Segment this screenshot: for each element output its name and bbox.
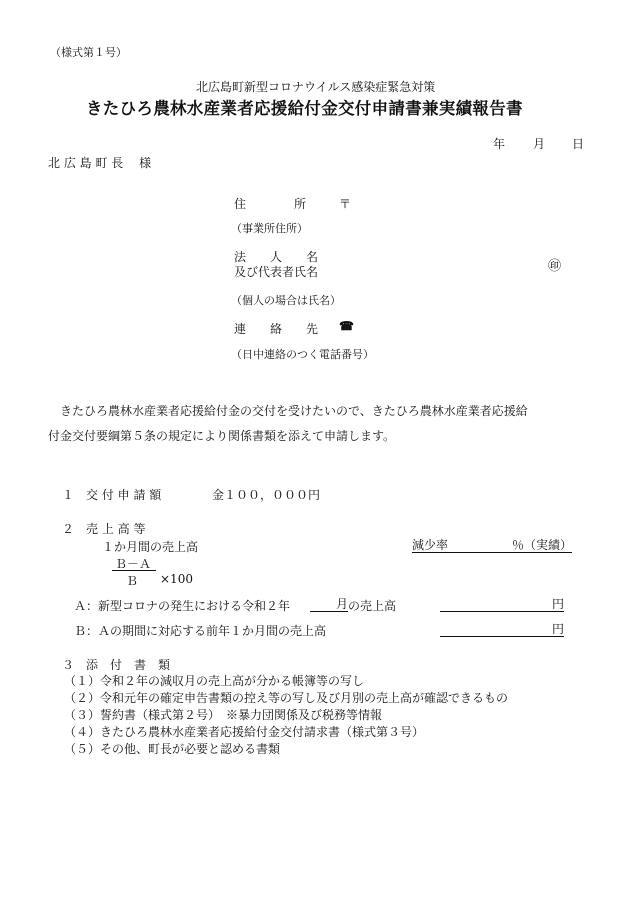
section3-label: ３ 添 付 書 類 [62,658,171,672]
attachment-item: （５）その他、町長が必要と認める書類 [64,742,281,756]
phone-icon: ☎ [339,319,354,333]
item-b-yen: 円 [552,622,565,636]
reduction-rate-label: 減少率 [412,538,449,552]
phone-note: （日中連絡のつく電話番号） [231,348,374,361]
item-b-label: Ｂ：Ａの期間に対応する前年１か月間の売上高 [74,624,327,638]
address-label: 住 所 [234,197,307,211]
date-month: 月 [533,137,546,151]
address-note: （事業所住所） [231,222,308,235]
reduction-rate-suffix: ％（実績） [512,538,573,552]
corporation-label: 法 人 名 [234,250,319,264]
date-year: 年 [493,137,506,151]
date-day: 日 [572,137,585,151]
formula-numerator: Ｂ－Ａ [115,557,152,571]
formula-fraction-bar [112,570,156,571]
seal-mark: ㊞ [548,259,562,274]
representative-label: 及び代表者氏名 [234,265,319,279]
section1-label: １ 交 付 申 請 額 [62,488,162,502]
postal-mark: 〒 [339,197,352,211]
form-number: （様式第１号） [50,46,127,59]
body-text-line-2: 付金交付要綱第５条の規定により関係書類を添えて申請します。 [48,429,396,443]
formula-multiplier: ×100 [160,572,193,586]
item-a-month: 月 [336,597,349,611]
attachment-item: （１）令和２年の減収月の売上高が分かる帳簿等の写し [64,674,365,688]
attachment-item: （３）誓約書（様式第２号） ※暴力団関係及び税務等情報 [64,708,383,722]
individual-note: （個人の場合は氏名） [231,294,341,307]
item-a-suffix: の売上高 [348,599,397,613]
item-a-yen: 円 [552,597,565,611]
item-a-prefix: Ａ：新型コロナの発生における令和２年 [74,599,291,613]
document-subtitle: 北広島町新型コロナウイルス感染症緊急対策 [196,80,436,94]
formula-denominator: Ｂ [126,574,139,588]
reduction-rate-blank [448,538,512,553]
item-a-amount-blank [440,597,552,612]
attachment-item: （２）令和元年の確定申告書類の控え等の写し及び月別の売上高が確認できるもの [64,691,509,705]
contact-label: 連 絡 先 [234,322,319,336]
addressee: 北 広 島 町 長 様 [48,156,152,170]
application-amount: 金１００，０００円 [212,488,321,502]
document-title: きたひろ農林水産業者応援給付金交付申請書兼実績報告書 [86,99,523,118]
monthly-sales-label: １か月間の売上高 [102,540,199,554]
body-text-line-1: きたひろ農林水産業者応援給付金の交付を受けたいので、きたひろ農林水産業者応援給 [48,404,528,418]
item-a-month-blank [310,597,336,612]
item-b-amount-blank [440,622,552,637]
attachment-item: （４）きたひろ農林水産業者応援給付金交付請求書（様式第３号） [64,725,425,739]
section2-label: ２ 売 上 高 等 [62,522,146,536]
